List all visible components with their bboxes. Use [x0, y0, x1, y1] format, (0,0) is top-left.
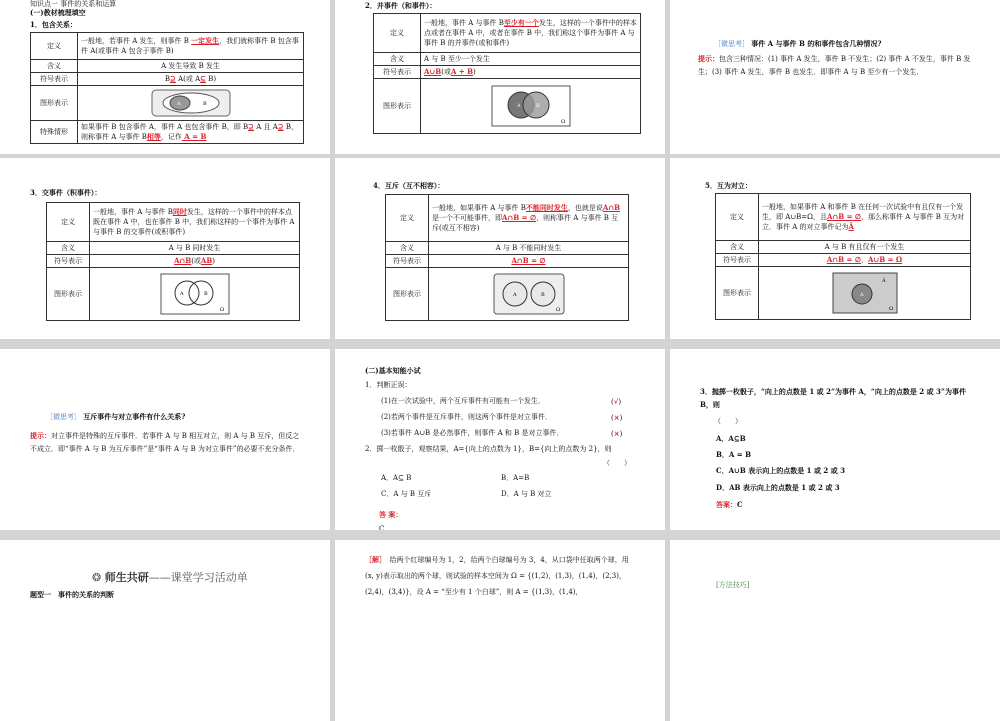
union-table: 定义 一般地，事件 A 与事件 B至少有一个发生，这样的一个事件中的样本点或者在事件 A 中，或者在事件 B 中，我们称这个事件为事件 A 与事件 B 的并事件(或和事件) 含义 A 与 B 至少一个发生 符号表示 A∪B(或A + B) 图形表示 A B Ω — [373, 13, 641, 134]
think-label: ［微思考］ — [46, 413, 81, 421]
svg-text:Ω: Ω — [219, 307, 224, 313]
judge-2: (2)若两个事件是互斥事件，则这两个事件是对立事件． — [381, 413, 552, 421]
question-1: 1．判断正误： — [365, 381, 412, 389]
svg-text:A: A — [176, 101, 181, 107]
slide-think-union — [670, 0, 1000, 154]
option-a: A．A⊆B — [716, 434, 746, 443]
inclusion-table: 定义 一般地，若事件 A 发生，则事件 B 一定发生，我们就称事件 B 包含事件 A(或事件 A 包含于事件 B) 含义 A 发生导致 B 发生 符号表示 B⊇ A(或 A⊆ B) 图形表示 A B 特殊情形 如果事件 B 包含事件 A，事件 A 也包含事件 B，即 B⊇ A 且 A⊇ B，则称事件 A 与事件 B相等，记作 A = B — [30, 32, 304, 144]
answer-label: 答案： — [716, 500, 737, 509]
svg-text:Ā: Ā — [881, 278, 886, 284]
slide-intersection — [0, 158, 330, 339]
item-heading: 4．互斥（互不相容）： — [373, 181, 445, 190]
activity-title: 师生共研 — [104, 571, 149, 584]
exclusive-table: 定义 一般地，如果事件 A 与事件 B不能同时发生，也就是说A∩B是一个不可能事件，即A∩B = ∅，则称事件 A 与事件 B 互斥(或互不相容) 含义 A 与 B 不能同时发生 符号表示 A∩B = ∅ 图形表示 A B Ω — [385, 194, 629, 321]
think-hint: 提示：包含三种情况：(1) 事件 A 发生，事件 B 不发生；(2) 事件 A 不发生，事件 B 发生；(3) 事件 A 发生，事件 B 也发生．即事件 A 与 B 至少有一个发生． — [698, 54, 971, 76]
option-c: C．A∪B 表示向上的点数是 1 或 2 或 3 — [716, 466, 846, 475]
slide-inclusion — [0, 0, 330, 154]
item-heading: 1．包含关系： — [30, 20, 77, 29]
judge-1: (1)在一次试验中，两个互斥事件有可能有一个发生． — [381, 397, 545, 405]
answer-label: 答 案： — [379, 510, 403, 519]
question-2: 2．掷一枚骰子，观察结果，A={向上的点数为 1}，B={向上的点数为 2}，则 — [365, 445, 612, 453]
slide-exclusive — [335, 158, 665, 339]
question-3: 3．抛掷一枚骰子，“向上的点数是 1 或 2”为事件 A，“向上的点数是 2 或 3”为事件 B，则 — [700, 387, 966, 409]
svg-text:Ω: Ω — [560, 119, 565, 125]
slide-union — [335, 0, 665, 154]
item-heading: 2．并事件（和事件）： — [365, 1, 437, 10]
option-b: B．A=B — [501, 474, 530, 482]
section-title: 知识点一 事件的关系和运算 — [30, 0, 117, 8]
answer-value: C — [379, 525, 385, 530]
venn-exclusive — [493, 273, 565, 315]
think-question: 互斥事件与对立事件有什么关系? — [83, 412, 186, 421]
slide-quiz: (二)基本知能小试 1．判断正误： (1)在一次试验中，两个互斥事件有可能有一个发生． (√) (2)若两个事件是互斥事件，则这两个事件是对立事件． (×) (3)若事件 A∪B 是必然事件，则事件 A 和 B 是对立事件． (×) 2．掷一枚骰子，观察结果，A={向上的点数为 1}，B={向上的点数为 2}，则 （ ） A．A⊆ B B．A=B C．A 与 B 互斥 D．A 与 B 对立 答 案： C — [335, 349, 665, 530]
svg-text:B: B — [535, 103, 540, 109]
complement-table: 定义 一般地，如果事件 A 和事件 B 在任何一次试验中有且仅有一个发生，即 A∪B=Ω，且A∩B = ∅，那么称事件 A 与事件 B 互为对立．事件 A 的对立事件记为Ā 含义 A 与 B 有且仅有一个发生 符号表示 A∩B = ∅，A∪B = Ω 图形表示 A Ā Ω — [715, 193, 971, 320]
option-d: D．AB 表示向上的点数是 1 或 2 或 3 — [716, 483, 840, 492]
slide-think-exclusive — [0, 349, 330, 530]
think-hint: 提示：对立事件是特殊的互斥事件．若事件 A 与 B 相互对立，则 A 与 B 互斥，但反之不成立．即“事件 A 与 B 为互斥事件”是“事件 A 与 B 为对立事件”的必要不充分条件． — [30, 431, 300, 453]
option-b: B．A = B — [716, 450, 752, 459]
slide-complement — [670, 158, 1000, 339]
intersection-table: 定义 一般地，事件 A 与事件 B同时发生，这样的一个事件中的样本点既在事件 A 中，也在事件 B 中，我们称这样的一个事件为事件 A 与事件 B 的交事件(或积事件) 含义 A 与 B 同时发生 符号表示 A∩B(或AB) 图形表示 A B Ω — [46, 202, 300, 321]
judge-3-answer: × — [613, 429, 620, 438]
option-c: C．A 与 B 互斥 — [381, 490, 432, 498]
item-heading: 3．交事件（积事件）： — [30, 188, 102, 197]
think-question: 事件 A 与事件 B 的和事件包含几种情况? — [751, 39, 882, 48]
venn-intersection — [160, 273, 230, 315]
subsection-title: (二)基本知能小试 — [365, 366, 421, 375]
topic-heading: 题型一 事件的关系的判断 — [30, 590, 114, 599]
option-d: D．A 与 B 对立 — [501, 490, 552, 498]
item-heading: 5．互为对立： — [705, 181, 752, 190]
answer-value: C — [737, 500, 743, 509]
slide-quiz-3 — [670, 349, 1000, 530]
slide-solution — [335, 540, 665, 721]
svg-text:B: B — [540, 292, 545, 298]
answer-paren: （ ） — [714, 417, 742, 425]
spiral-icon: ❂ — [92, 571, 102, 584]
activity-subtitle: ——课堂学习活动单 — [148, 571, 248, 584]
subsection-title: (一)教材梳理填空 — [30, 8, 86, 17]
slide-method — [670, 540, 1000, 721]
svg-text:A: A — [512, 292, 517, 298]
svg-text:A: A — [516, 103, 521, 109]
option-a: A．A⊆ B — [381, 474, 412, 482]
judge-2-answer: × — [613, 413, 620, 422]
svg-text:A: A — [859, 292, 864, 298]
answer-paren: （ ） — [603, 459, 631, 467]
method-label: [方法技巧] — [716, 581, 750, 589]
judge-3: (3)若事件 A∪B 是必然事件，则事件 A 和 B 是对立事件． — [381, 429, 564, 437]
solution-text: ［解］ 给两个红球编号为 1，2，给两个白球编号为 3，4，从口袋中任取两个球，用(x, y)表示取出的两个球，则试验的样本空间为 Ω = {(1,2)，(1,3)，(1,4)，(2,3)，(2,4)，(3,4)}，设 A = “至少有 1 个白球”，则 A = {(1,3)，(1,4)， — [365, 555, 629, 596]
venn-complement — [832, 272, 898, 314]
think-label: ［微思考］ — [714, 40, 749, 48]
svg-text:B: B — [202, 101, 207, 107]
svg-text:B: B — [203, 291, 208, 297]
svg-text:A: A — [179, 291, 184, 297]
judge-1-answer: √ — [613, 397, 619, 406]
svg-text:Ω: Ω — [888, 306, 893, 312]
svg-text:Ω: Ω — [555, 307, 560, 313]
slide-activity — [0, 540, 330, 721]
venn-inclusion — [151, 89, 231, 117]
venn-union — [491, 85, 571, 127]
